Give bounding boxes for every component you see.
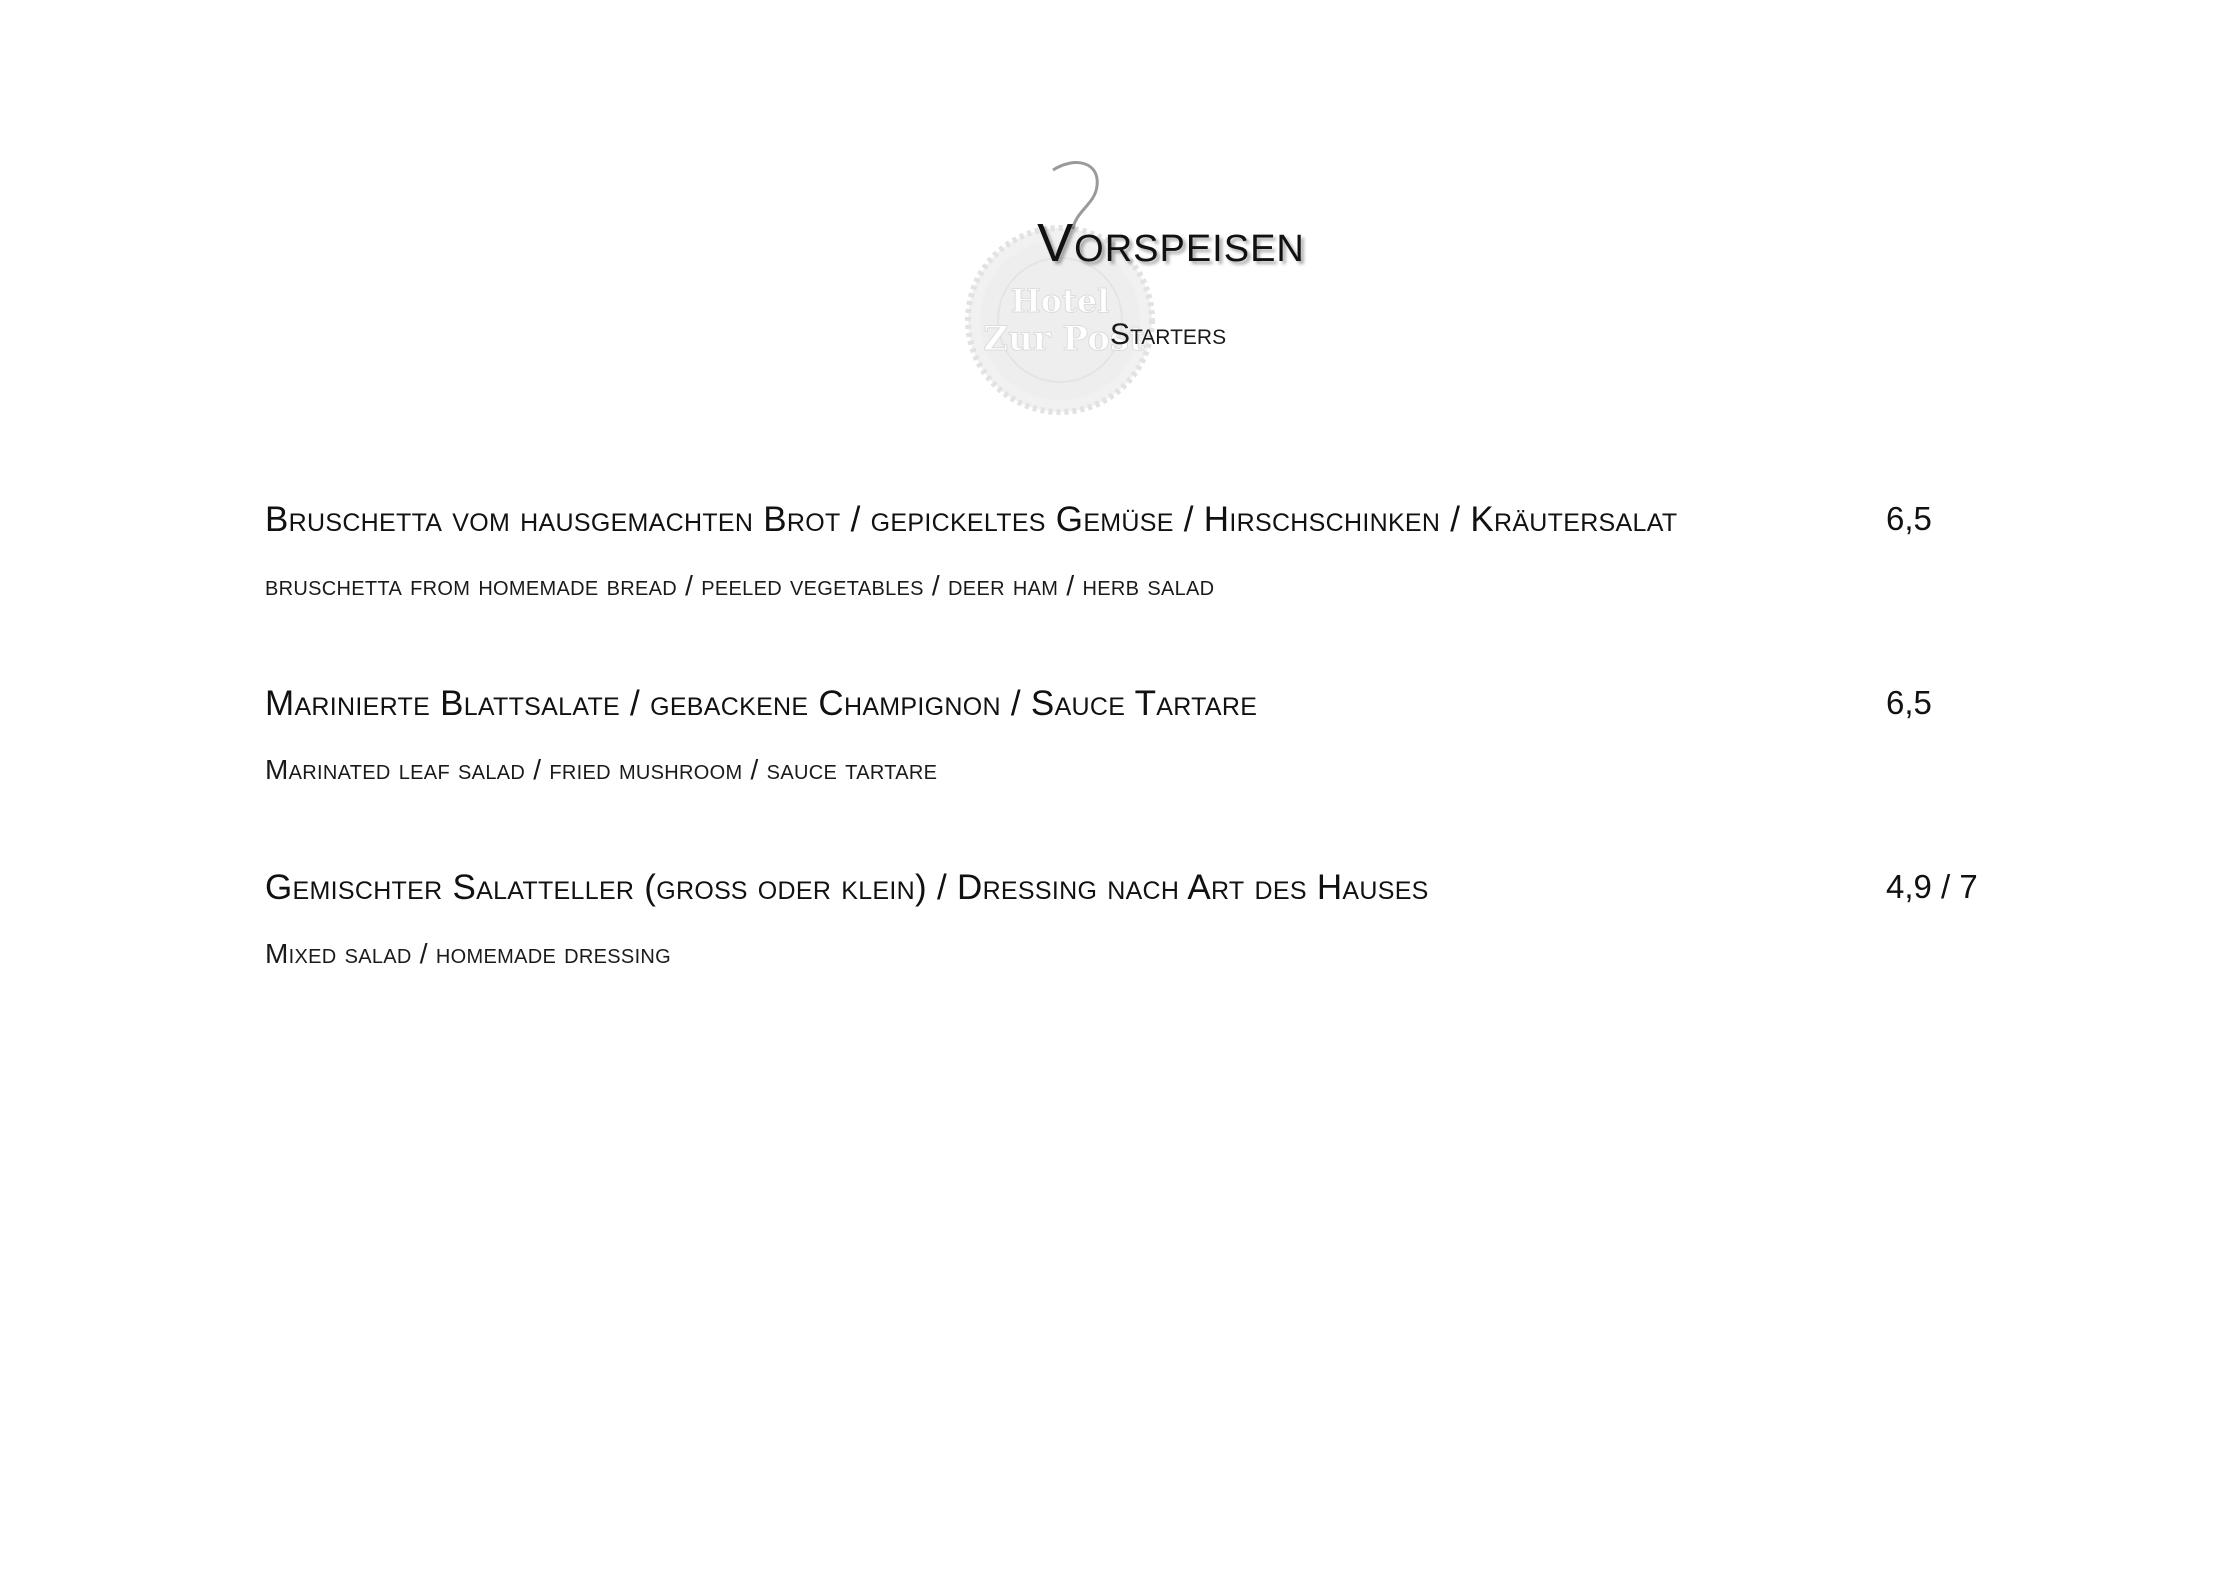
page-title: Vorspeisen	[1037, 213, 1305, 273]
menu-item-price: 6,5	[1886, 500, 1932, 537]
menu-item-price: 6,5	[1886, 684, 1932, 721]
svg-text:Hotel: Hotel	[1010, 282, 1110, 320]
menu-item-name: Marinierte Blattsalate / gebackene Champignon / Sauce Tartare	[265, 684, 1258, 723]
page-subtitle: Starters	[1110, 318, 1227, 351]
menu-item-translation: Mixed salad / homemade dressing	[265, 938, 672, 969]
menu-list	[265, 500, 2025, 1052]
menu-item-translation: Marinated leaf salad / fried mushroom / sauce tartare	[265, 754, 938, 785]
menu-item	[265, 500, 2025, 684]
menu-item-price: 4,9 / 7	[1886, 868, 1978, 905]
menu-item-translation: bruschetta from homemade bread / peeled vegetables / deer ham / herb salad	[265, 570, 1215, 601]
svg-text:Zur Post: Zur Post	[983, 319, 1145, 359]
menu-item-name: Gemischter Salatteller (groß oder klein) / Dressing nach Art des Hauses	[265, 868, 1429, 907]
menu-item	[265, 868, 2025, 1052]
hotel-zur-post-seal-icon	[965, 152, 1155, 422]
menu-item-name: Bruschetta vom hausgemachten Brot / gepickeltes Gemüse / Hirschschinken / Kräutersalat	[265, 500, 1678, 539]
menu-item	[265, 684, 2025, 868]
page-heading	[0, 212, 2222, 274]
